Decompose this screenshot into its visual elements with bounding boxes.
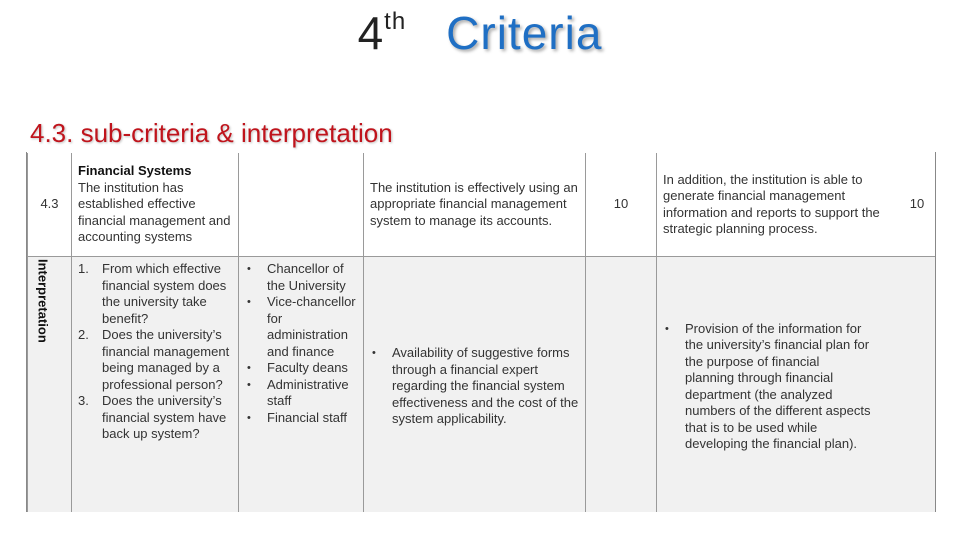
sub-criterion-cell <box>72 153 239 257</box>
interpretation-label-cell <box>28 257 72 513</box>
bullet-icon: • <box>247 378 251 391</box>
list-item: • Vice-chancellor for administration and finance <box>247 294 356 359</box>
table-row <box>28 153 937 257</box>
criterion-a: The institution is effectively using an appropriate financial management system to manage its accounts. <box>364 153 586 257</box>
bullet-icon: • <box>247 411 251 424</box>
list-item: 2. Does the university’s financial management being managed by a professional person? <box>78 327 230 392</box>
title-word: Criteria <box>446 7 603 59</box>
list-item: • Faculty deans <box>247 360 348 375</box>
table-row <box>28 257 937 513</box>
title-number: 4 <box>357 7 385 59</box>
subtitle: 4.3. sub-criteria & interpretation <box>30 118 393 148</box>
questions-cell <box>72 257 239 513</box>
sub-criterion-description: The institution has established effective financial management and accounting systems <box>78 179 231 245</box>
list-item <box>663 321 871 453</box>
bullet-icon: • <box>247 296 251 308</box>
empty-score-cell <box>586 257 657 513</box>
list-item: • Chancellor of the University <box>247 261 346 293</box>
score-b: 10 <box>909 196 925 212</box>
empty-cell <box>239 153 364 257</box>
list-item <box>370 345 579 428</box>
criteria-table <box>26 152 936 512</box>
respondents-list <box>245 261 357 426</box>
questions-list <box>78 261 232 443</box>
bullet-icon: • <box>247 362 251 374</box>
criterion-b-cell <box>657 153 937 257</box>
interpretation-label: Interpretation <box>35 259 51 343</box>
list-item: • Financial staff <box>247 409 347 425</box>
score-a: 10 <box>586 153 657 257</box>
title-suffix: th <box>384 7 407 35</box>
list-item: • Administrative staff <box>247 376 349 408</box>
bullet-icon: • <box>372 347 376 360</box>
evidence-b-cell <box>657 257 937 513</box>
slide-title <box>0 6 960 60</box>
evidence-b: Provision of the information for the university’s financial plan for the purpose of financial planning through financial department (the analyzed numbers of the different aspects that is to be used while developing the financial plan). <box>685 320 871 451</box>
bullet-icon: • <box>247 263 251 275</box>
respondents-cell <box>239 257 364 513</box>
sub-criterion-heading: Financial Systems <box>78 163 192 179</box>
section-id: 4.3 <box>28 153 72 257</box>
list-item: 3. Does the university’s financial system have back up system? <box>78 393 227 441</box>
list-item: 1. From which effective financial system does the university take benefit? <box>78 261 227 326</box>
bullet-icon: • <box>665 322 669 335</box>
criterion-b: In addition, the institution is able to generate financial management information and reports to support the strategic planning process. <box>663 171 880 236</box>
evidence-a-cell <box>364 257 586 513</box>
evidence-a: Availability of suggestive forms through a financial expert regarding the financial system effectiveness and the cost of the system applicability. <box>392 345 579 427</box>
